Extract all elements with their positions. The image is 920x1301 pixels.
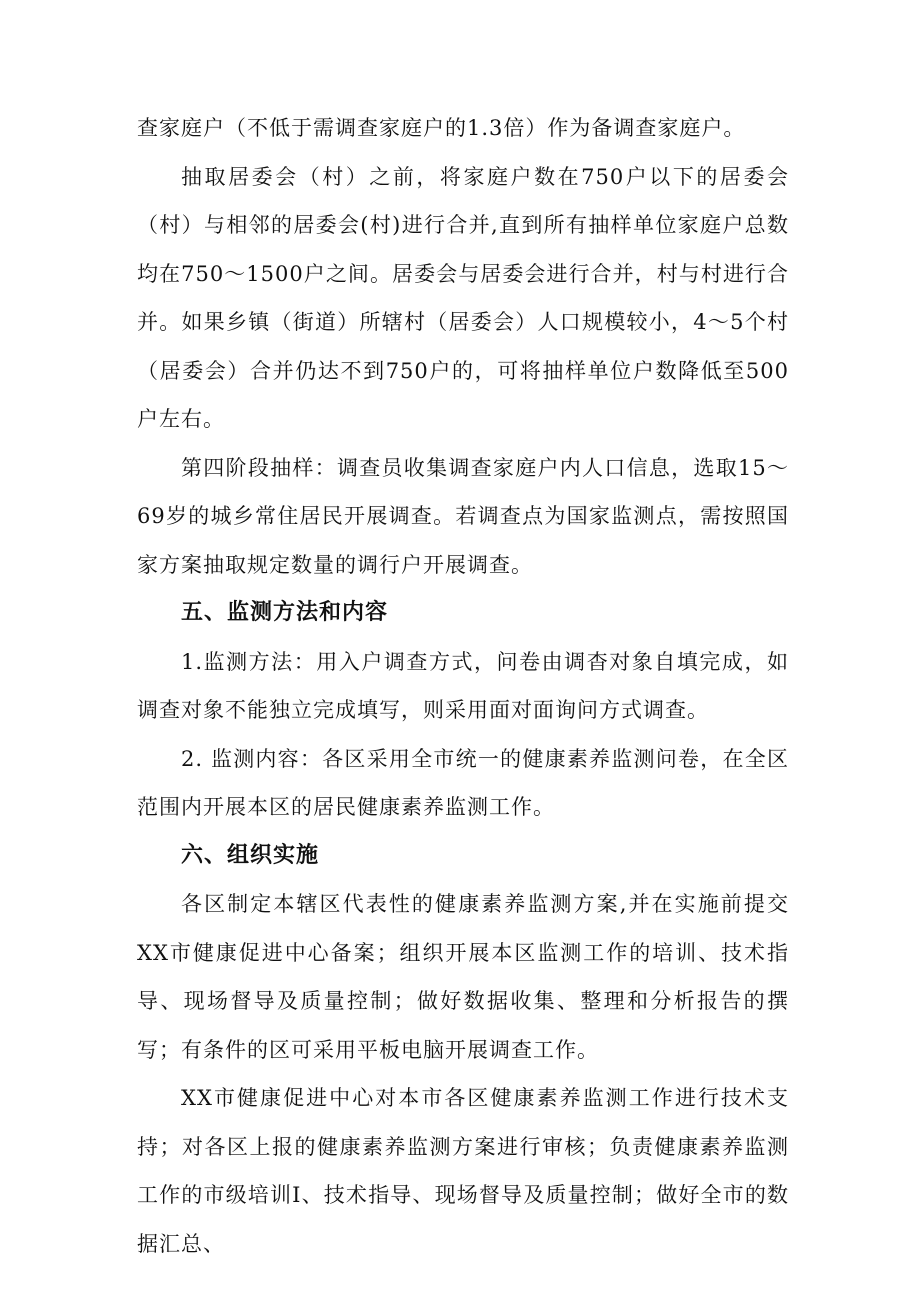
- paragraph-method: 1.监测方法：用入户调查方式，问卷由调杳对象自填完成，如调查对象不能独立完成填写，则采用面对面询问方式调查。: [137, 649, 789, 722]
- paragraph-stage-four-sampling: 第四阶段抽样：调查员收集调查家庭户内人口信息，选取15～69岁的城乡常住居民开展调查。若调查点为国家监测点，需按照国家方案抽取规定数量的调行户开展调查。: [137, 455, 789, 577]
- section-heading-implementation: 六、组织实施: [181, 842, 320, 868]
- paragraph-city-duties: XX市健康促进中心对本市各区健康素养监测工作进行技术支持；对各区上报的健康素养监测方案进行审核；负责健康素养监测工作的市级培训I、技术指导、现场督导及质量控制；做好全市的数据汇总、: [137, 1086, 789, 1256]
- paragraph-content: 2. 监测内容：各区采用全市统一的健康素养监测问卷，在全区范围内开展本区的居民健康素养监测工作。: [137, 746, 789, 819]
- paragraph-continuation: 查家庭户（不低于需调查家庭户的1.3倍）作为备调查家庭户。: [137, 116, 746, 140]
- paragraph-merging-rules: 抽取居委会（村）之前，将家庭户数在750户以下的居委会（村）与相邻的居委会(村)进行合并,直到所有抽样单位家庭户总数均在750～1500户之间。居委会与居委会进行合并，村与村进行合并。如果乡镇（街道）所辖村（居委会）人口规模较小，4～5个村（居委会）合并仍达不到750户的，可将抽样单位户数降低至500户左右。: [137, 164, 789, 431]
- paragraph-district-duties: 各区制定本辖区代表性的健康素养监测方案,并在实施前提交XX市健康促进中心备案；组织开展本区监测工作的培训、技术指导、现场督导及质量控制；做好数据收集、整理和分析报告的撰写；有条件的区可采用平板电脑开展调查工作。: [137, 892, 789, 1062]
- section-heading-methods: 五、监测方法和内容: [181, 600, 389, 625]
- document-body: [137, 104, 789, 1268]
